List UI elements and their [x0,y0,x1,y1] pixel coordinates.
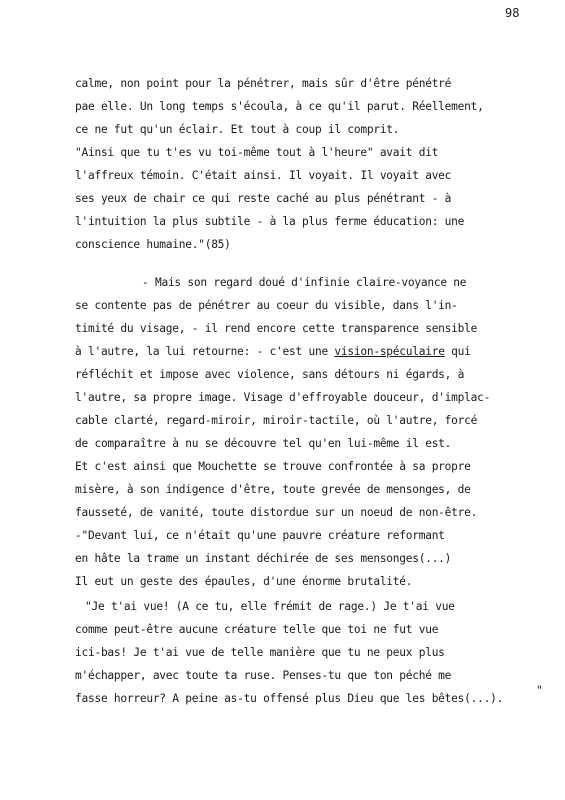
closing-quote: " [536,684,543,697]
text-line: - Mais son regard doué d'infinie claire-voyance ne [142,276,467,289]
text-line: -"Devant lui, ce n'était qu'une pauvre créature reformant [75,529,445,542]
text-line: conscience humaine."(85) [75,238,231,251]
text-line: "Je t'ai vue! (A ce tu, elle frémit de rage.) Je t'ai vue [85,600,455,613]
text-line: calme, non point pour la pénétrer, mais sûr d'être pénétré [75,77,452,90]
text-line: en hâte la trame un instant déchirée de ses mensonges(...) [75,552,452,565]
text-line: ses yeux de chair ce qui reste caché au plus pénétrant - à [75,192,452,205]
text-line: cable clarté, regard-miroir, miroir-tactile, où l'autre, forcé [75,414,478,427]
text-line: l'intuition la plus subtile - à la plus ferme éducation: une [75,215,465,228]
text-line: l'autre, sa propre image. Visage d'effroyable douceur, d'implac- [75,391,491,404]
text-line: m'échapper, avec toute ta ruse. Penses-tu que ton péché me [75,669,452,682]
text-line: se contente pas de pénétrer au coeur du visible, dans l'in- [75,299,458,312]
text-line: fausseté, de vanité, toute distordue sur un noeud de non-être. [75,506,478,519]
text-line: timité du visage, - il rend encore cette transparence sensible [75,322,478,335]
text-line: l'affreux témoin. C'était ainsi. Il voyait. Il voyait avec [75,169,452,182]
text-line: Et c'est ainsi que Mouchette se trouve confrontée à sa propre [75,460,471,473]
text-line-with-underline [75,345,471,359]
text-line: ce ne fut qu'un éclair. Et tout à coup il comprit. [75,123,400,136]
underlined-term: vision-spéculaire [334,345,445,358]
text-line: misère, à son indigence d'être, toute grevée de mensonges, de [75,483,471,496]
text-segment: à l'autre, la lui retourne: - c'est une [75,345,335,358]
text-line: fasse horreur? A peine as-tu offensé plus Dieu que les bêtes(...). [75,692,504,705]
text-line: pae elle. Un long temps s'écoula, à ce qu'il parut. Réellement, [75,100,484,113]
page-number: 98 [505,6,520,20]
text-line: "Ainsi que tu t'es vu toi-même tout à l'heure" avait dit [75,146,439,159]
text-line: de comparaître à nu se découvre tel qu'en lui-même il est. [75,437,452,450]
text-line: Il eut un geste des épaules, d'une énorme brutalité. [75,575,413,588]
text-line: comme peut-être aucune créature telle que toi ne fut vue [75,623,439,636]
text-line: réfléchit et impose avec violence, sans détours ni égards, à [75,368,465,381]
text-segment: qui [444,345,471,358]
text-line: ici-bas! Je t'ai vue de telle manière que tu ne peux plus [75,646,445,659]
